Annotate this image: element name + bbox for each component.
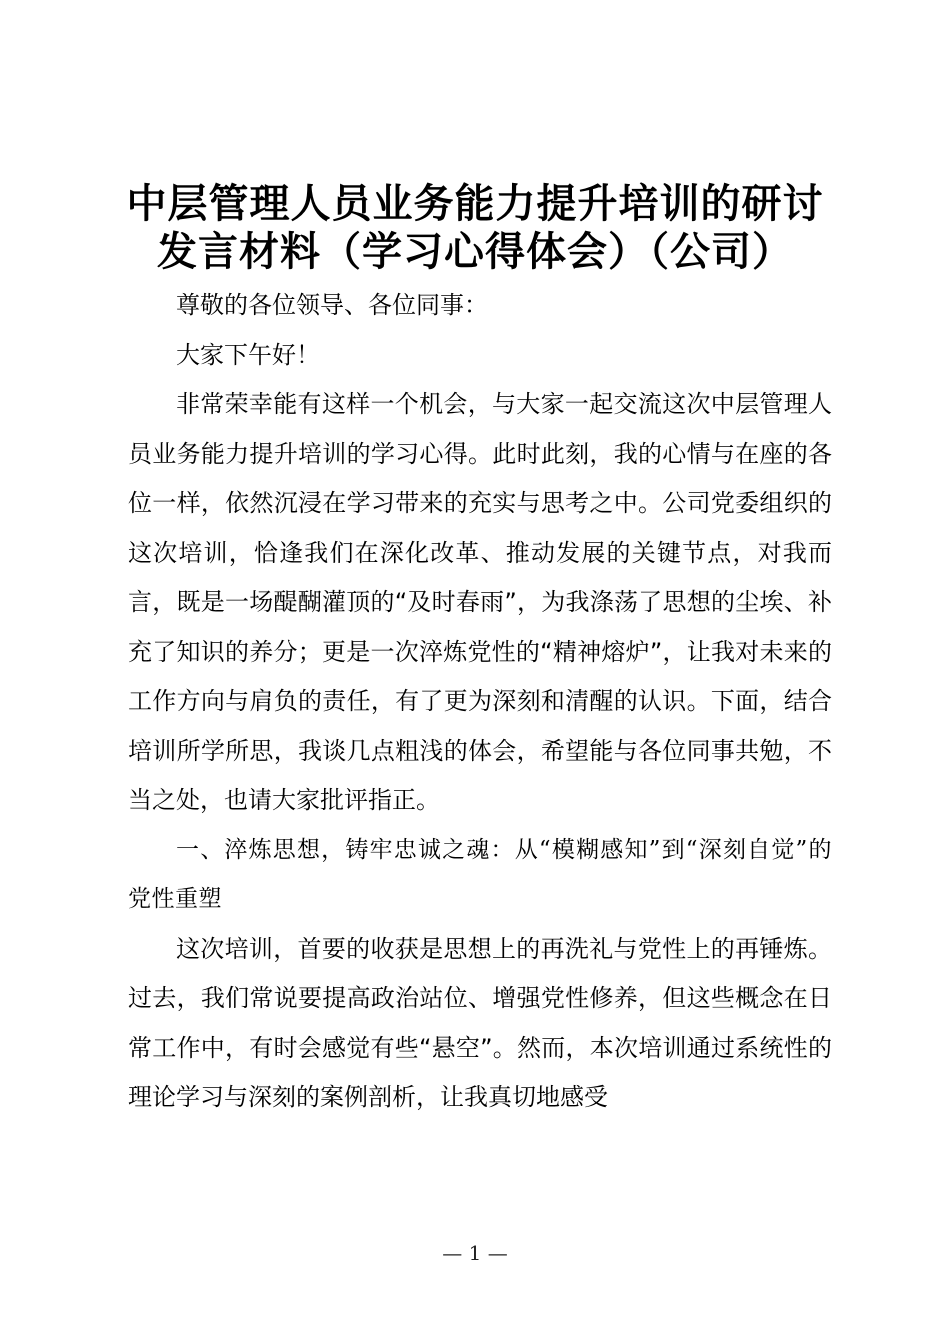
body-paragraph: 非常荣幸能有这样一个机会，与大家一起交流这次中层管理人员业务能力提升培训的学习心得。此时此刻，我的心情与在座的各位一样，依然沉浸在学习带来的充实与思考之中。公司党委组织的这次培训，恰逢我们在深化改革、推动发展的关键节点，对我而言，既是一场醍醐灌顶的“及时春雨”，为我涤荡了思想的尘埃、补充了知识的养分；更是一次淬炼党性的“精神熔炉”，让我对未来的工作方向与肩负的责任，有了更为深刻和清醒的认识。下面，结合培训所学所思，我谈几点粗浅的体会，希望能与各位同事共勉，不当之处，也请大家批评指正。 xyxy=(128,390,832,814)
title-line-1: 中层管理人员业务能力提升培训的研讨 xyxy=(126,180,824,227)
title-line-2: 发言材料（学习心得体会）（公司） xyxy=(157,228,793,275)
section-heading: 一、淬炼思想，铸牢忠诚之魂：从“模糊感知”到“深刻自觉”的党性重塑 xyxy=(128,836,832,912)
salutation: 尊敬的各位领导、各位同事： xyxy=(176,291,488,319)
document-body xyxy=(128,281,832,1123)
greeting: 大家下午好！ xyxy=(176,340,320,369)
body-paragraph: 这次培训，首要的收获是思想上的再洗礼与党性上的再锤炼。过去，我们常说要提高政治站位、增强党性修养，但这些概念在日常工作中，有时会感觉有些“悬空”。然而，本次培训通过系统性的理论学习与深刻的案例剖析，让我真切地感受 xyxy=(128,934,832,1111)
document-title xyxy=(100,180,850,276)
page-number: — 1 — xyxy=(442,1241,508,1265)
